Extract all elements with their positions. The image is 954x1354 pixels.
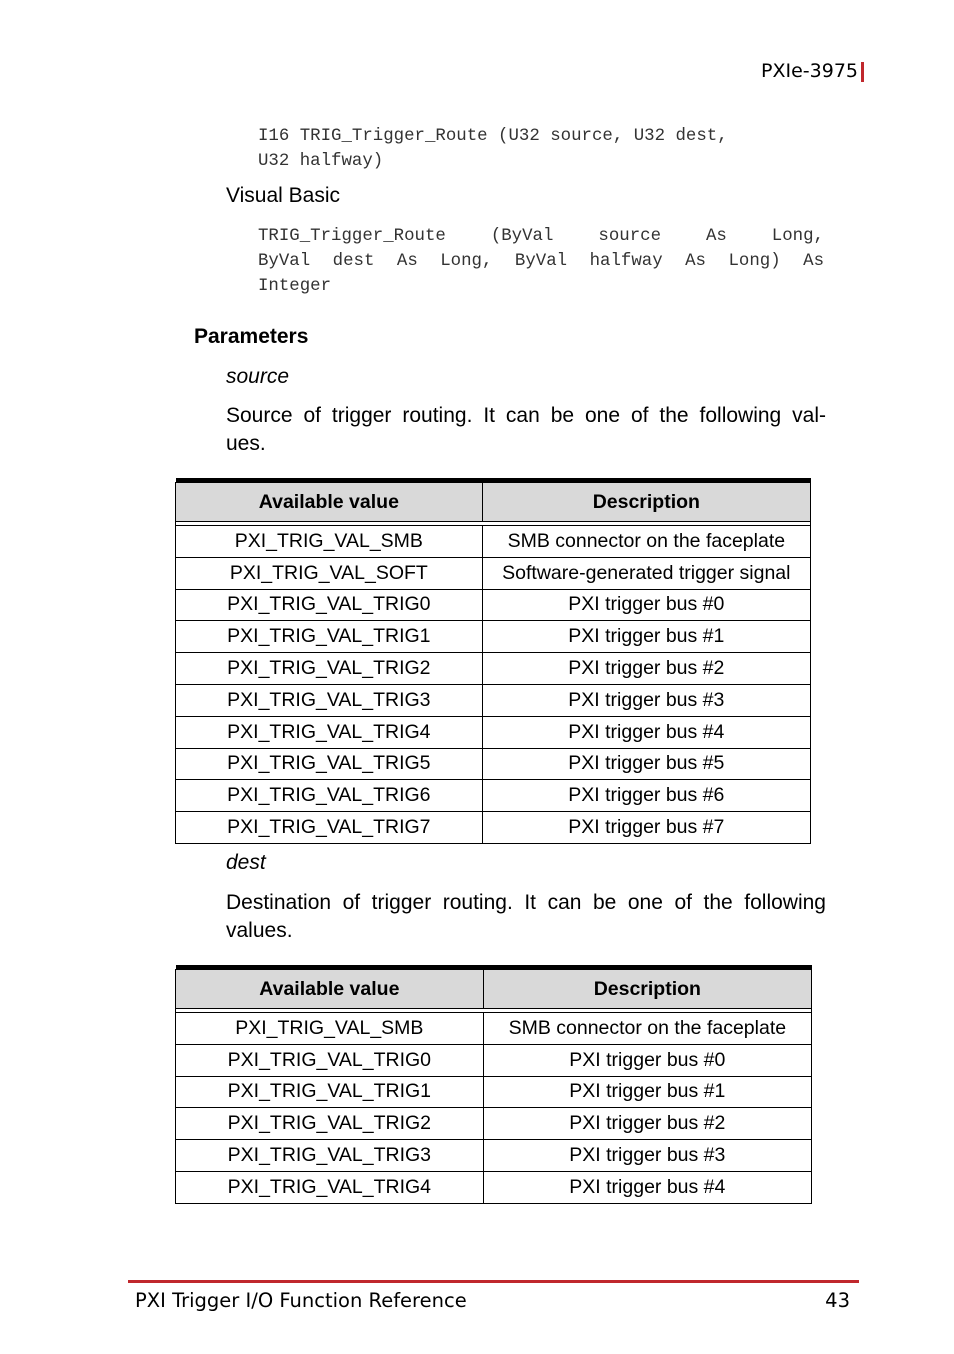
source-value-cell: PXI_TRIG_VAL_TRIG7 xyxy=(176,812,483,844)
dest-description-cell: PXI trigger bus #2 xyxy=(483,1108,811,1140)
table-row xyxy=(176,526,811,558)
dest-value-cell: PXI_TRIG_VAL_TRIG1 xyxy=(176,1076,484,1108)
source-description-cell: PXI trigger bus #3 xyxy=(482,684,810,716)
source-value-cell: PXI_TRIG_VAL_TRIG5 xyxy=(176,748,483,780)
table-row xyxy=(176,1140,812,1172)
source-value-cell: PXI_TRIG_VAL_TRIG6 xyxy=(176,780,483,812)
dest-value-cell: PXI_TRIG_VAL_TRIG0 xyxy=(176,1044,484,1076)
dest-values-table xyxy=(175,965,812,1204)
header-product-name: PXIe-3975 xyxy=(761,60,858,82)
source-table-col-header-value: Available value xyxy=(176,483,483,522)
dest-value-cell: PXI_TRIG_VAL_TRIG4 xyxy=(176,1171,484,1203)
param-dest-name: dest xyxy=(226,851,266,874)
dest-value-cell: PXI_TRIG_VAL_TRIG3 xyxy=(176,1140,484,1172)
source-value-cell: PXI_TRIG_VAL_TRIG4 xyxy=(176,716,483,748)
param-dest-desc-line-2: values. xyxy=(226,919,293,942)
footer-page-number: 43 xyxy=(825,1289,850,1312)
dest-table-body xyxy=(176,1013,812,1204)
table-row xyxy=(176,780,811,812)
table-row xyxy=(176,716,811,748)
dest-description-cell: PXI trigger bus #0 xyxy=(483,1044,811,1076)
source-value-cell: PXI_TRIG_VAL_TRIG0 xyxy=(176,589,483,621)
footer-section-title: PXI Trigger I/O Function Reference xyxy=(135,1289,467,1312)
dest-value-cell: PXI_TRIG_VAL_SMB xyxy=(176,1013,484,1045)
vb-code-signature xyxy=(258,224,824,299)
table-row xyxy=(176,589,811,621)
source-table-body xyxy=(176,526,811,844)
source-description-cell: PXI trigger bus #7 xyxy=(482,812,810,844)
table-row xyxy=(176,1013,812,1045)
vb-code-line-1: TRIG_Trigger_Route (ByVal source As Long, xyxy=(258,227,824,246)
source-value-cell: PXI_TRIG_VAL_SMB xyxy=(176,526,483,558)
source-description-cell: PXI trigger bus #0 xyxy=(482,589,810,621)
source-value-cell: PXI_TRIG_VAL_SOFT xyxy=(176,557,483,589)
dest-table-col-header-description: Description xyxy=(483,970,811,1009)
footer-rule xyxy=(128,1280,859,1283)
table-row xyxy=(176,557,811,589)
table-row xyxy=(176,748,811,780)
vb-code-line-3: Integer xyxy=(258,277,332,296)
source-description-cell: SMB connector on the faceplate xyxy=(482,526,810,558)
table-row xyxy=(176,1044,812,1076)
table-row xyxy=(176,1108,812,1140)
parameters-heading: Parameters xyxy=(194,325,309,348)
table-row xyxy=(176,1171,812,1203)
source-description-cell: PXI trigger bus #2 xyxy=(482,653,810,685)
source-description-cell: PXI trigger bus #4 xyxy=(482,716,810,748)
source-value-cell: PXI_TRIG_VAL_TRIG3 xyxy=(176,684,483,716)
table-row xyxy=(176,812,811,844)
source-description-cell: Software-generated trigger signal xyxy=(482,557,810,589)
dest-description-cell: SMB connector on the faceplate xyxy=(483,1013,811,1045)
header-accent-bar xyxy=(861,62,864,82)
source-value-cell: PXI_TRIG_VAL_TRIG2 xyxy=(176,653,483,685)
source-description-cell: PXI trigger bus #5 xyxy=(482,748,810,780)
source-description-cell: PXI trigger bus #6 xyxy=(482,780,810,812)
param-dest-desc-line-1: Destination of trigger routing. It can be one of the following xyxy=(226,891,826,914)
source-description-cell: PXI trigger bus #1 xyxy=(482,621,810,653)
param-source-name: source xyxy=(226,365,290,388)
dest-description-cell: PXI trigger bus #4 xyxy=(483,1171,811,1203)
param-source-desc-line-1: Source of trigger routing. It can be one of the following val- xyxy=(226,404,826,427)
dest-value-cell: PXI_TRIG_VAL_TRIG2 xyxy=(176,1108,484,1140)
param-source-description xyxy=(226,402,826,458)
table-row xyxy=(176,684,811,716)
visual-basic-label: Visual Basic xyxy=(226,184,341,207)
c-code-signature xyxy=(258,124,728,174)
source-values-table xyxy=(175,478,811,844)
vb-code-line-2: ByVal dest As Long, ByVal halfway As Long) As xyxy=(258,252,824,271)
param-source-desc-line-2: ues. xyxy=(226,432,266,455)
dest-description-cell: PXI trigger bus #1 xyxy=(483,1076,811,1108)
c-code-line-2: U32 halfway) xyxy=(258,152,384,171)
table-row xyxy=(176,1076,812,1108)
source-table-col-header-description: Description xyxy=(482,483,810,522)
source-value-cell: PXI_TRIG_VAL_TRIG1 xyxy=(176,621,483,653)
table-row xyxy=(176,653,811,685)
dest-table-col-header-value: Available value xyxy=(176,970,484,1009)
param-dest-description xyxy=(226,889,826,945)
dest-description-cell: PXI trigger bus #3 xyxy=(483,1140,811,1172)
c-code-line-1: I16 TRIG_Trigger_Route (U32 source, U32 dest, xyxy=(258,127,728,146)
table-row xyxy=(176,621,811,653)
